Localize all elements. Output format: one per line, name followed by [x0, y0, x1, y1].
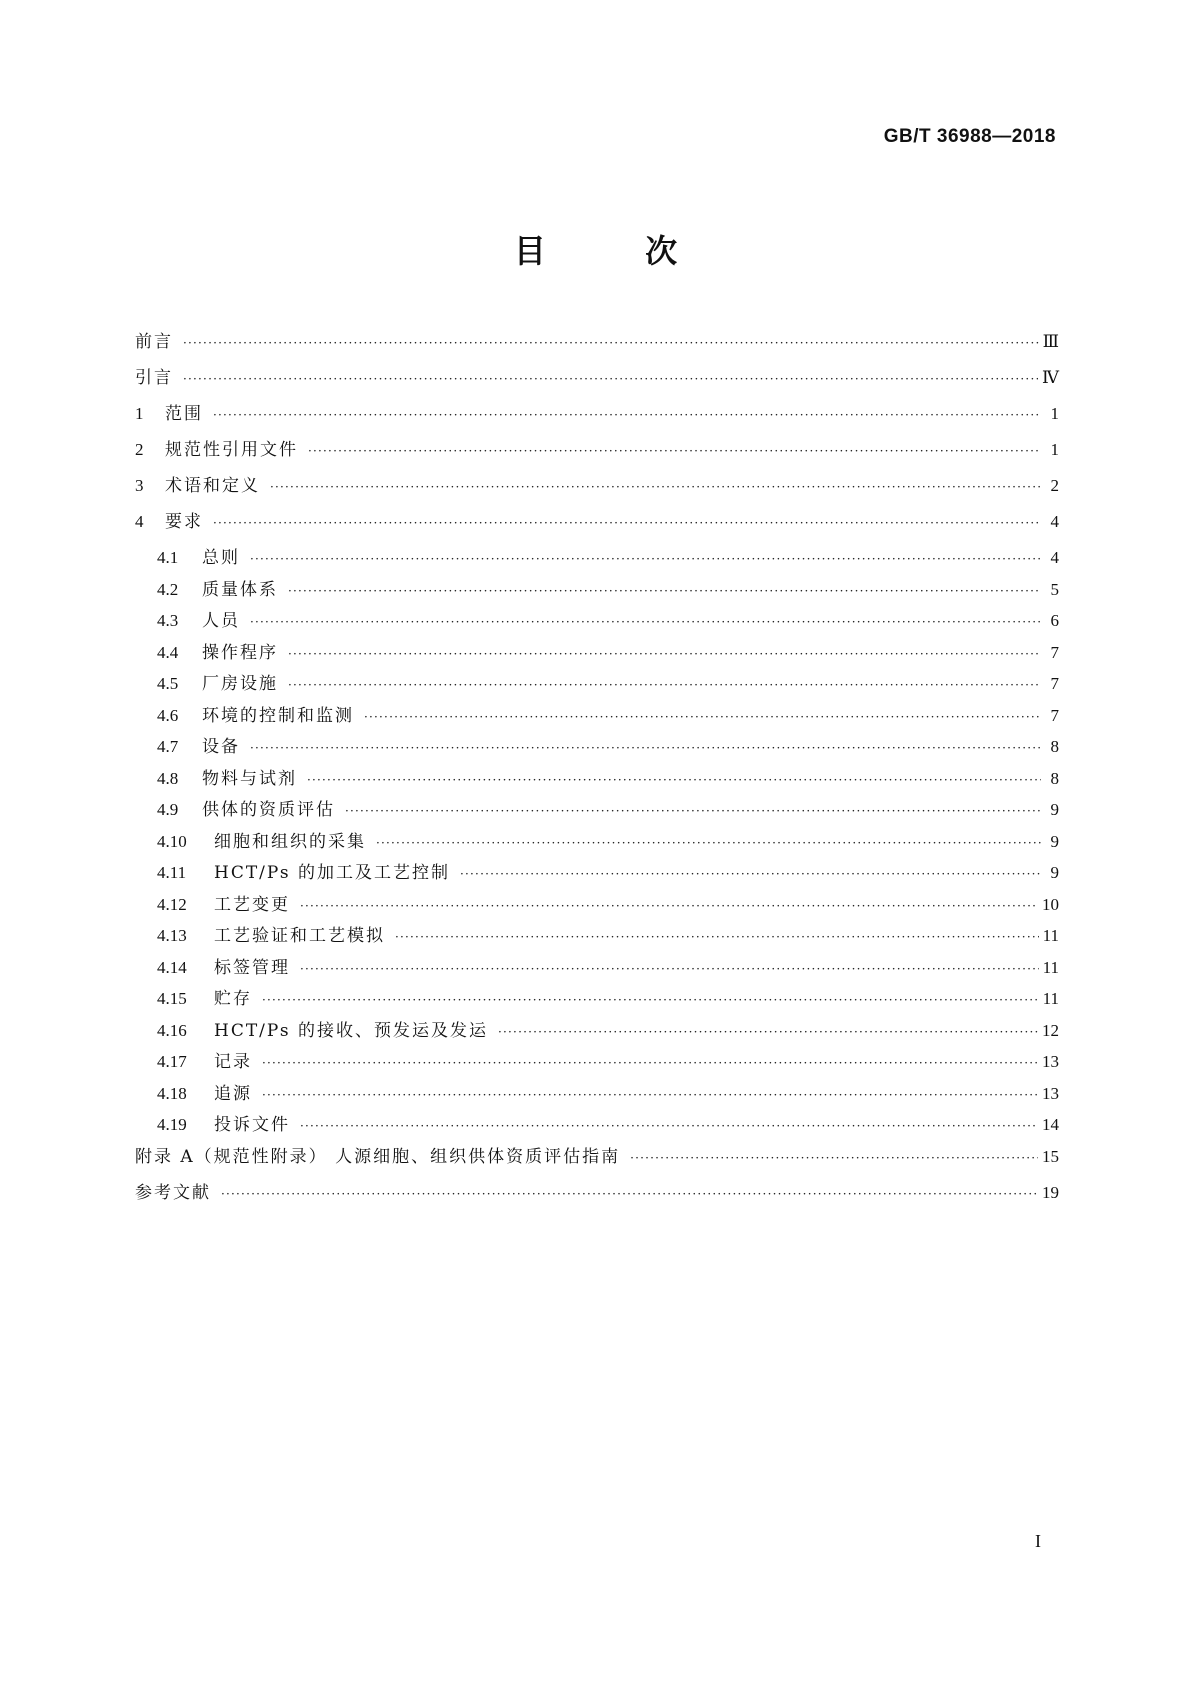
toc-entry-page: 12 — [1042, 1020, 1059, 1040]
toc-subentry[interactable] — [135, 543, 1059, 575]
toc-subentry[interactable] — [135, 606, 1059, 638]
toc-subentry[interactable] — [135, 1079, 1059, 1111]
toc-entry-title: 设备 — [202, 737, 240, 757]
toc-leader-dots — [183, 336, 1039, 350]
toc-entry-title: 供体的资质评估 — [202, 800, 335, 820]
toc-entry-page: 11 — [1042, 926, 1059, 945]
toc-leader-dots — [300, 899, 1038, 913]
toc-entry-number: 4.4 — [157, 642, 179, 662]
toc-entry-number: 1 — [135, 404, 144, 423]
toc-entry-number: 4.16 — [157, 1020, 187, 1040]
toc-entry[interactable] — [135, 327, 1059, 363]
toc-entry-title: 术语和定义 — [165, 476, 260, 496]
toc-entry-title: 范围 — [165, 404, 203, 424]
toc-entry-page: 13 — [1042, 1052, 1059, 1071]
toc-entry[interactable] — [135, 399, 1059, 435]
toc-entry-number: 4.14 — [157, 957, 187, 977]
toc-entry[interactable] — [135, 1178, 1059, 1214]
toc-entry-number: 3 — [135, 476, 144, 495]
toc-entry-page: 6 — [1050, 611, 1059, 630]
toc-leader-dots — [221, 1187, 1038, 1201]
toc-entry-page: 4 — [1050, 548, 1059, 567]
toc-subentry[interactable] — [135, 858, 1059, 890]
toc-entry-page: 15 — [1042, 1146, 1059, 1166]
toc-leader-dots — [498, 1025, 1038, 1039]
toc-leader-dots — [262, 993, 1039, 1007]
toc-entry-number: 4.18 — [157, 1083, 187, 1103]
toc-entry-title: 前言 — [135, 332, 173, 352]
toc-leader-dots — [250, 741, 1041, 755]
toc-entry-title: 附录 A（规范性附录） 人源细胞、组织供体资质评估指南 — [135, 1146, 621, 1167]
toc-entry[interactable] — [135, 363, 1059, 399]
toc-leader-dots — [307, 773, 1041, 787]
toc-entry-page: 19 — [1042, 1182, 1059, 1202]
toc-entry-title: 工艺验证和工艺模拟 — [214, 926, 385, 946]
toc-entry-title: 物料与试剂 — [202, 768, 297, 789]
toc-leader-dots — [308, 444, 1041, 458]
toc-subentry[interactable] — [135, 732, 1059, 764]
toc-subentry[interactable] — [135, 890, 1059, 922]
toc-entry-page: 2 — [1050, 476, 1059, 495]
toc-entry-title: 厂房设施 — [202, 674, 278, 694]
toc-entry-number: 4 — [135, 512, 144, 531]
toc-entry-number: 4.17 — [157, 1052, 187, 1071]
toc-entry[interactable] — [135, 507, 1059, 543]
toc-entry-page: 11 — [1042, 957, 1059, 977]
toc-entry-title: 质量体系 — [202, 579, 278, 600]
toc-entry-number: 4.13 — [157, 926, 187, 945]
toc-entry-page: 9 — [1050, 831, 1059, 851]
toc-entry[interactable] — [135, 435, 1059, 471]
toc-subentry[interactable] — [135, 1016, 1059, 1048]
toc-subentry[interactable] — [135, 953, 1059, 985]
toc-entry-page: Ⅲ — [1042, 332, 1059, 351]
toc-entry-page: 4 — [1050, 512, 1059, 531]
toc-entry-number: 4.1 — [157, 548, 179, 567]
toc-leader-dots — [345, 804, 1041, 818]
toc-entry-title: 人员 — [202, 611, 240, 631]
toc-entry-title: 追源 — [214, 1083, 252, 1104]
toc-subentry[interactable] — [135, 764, 1059, 796]
standard-number: GB/T 36988—2018 — [883, 126, 1056, 147]
toc-leader-dots — [183, 372, 1038, 386]
toc-entry-number: 4.8 — [157, 768, 179, 788]
toc-entry-title: HCT/Ps 的接收、预发运及发运 — [214, 1020, 489, 1041]
toc-entry-title: 贮存 — [214, 989, 252, 1009]
toc-entry-number: 4.2 — [157, 579, 179, 599]
page-number: I — [1035, 1531, 1041, 1551]
toc-subentry[interactable] — [135, 827, 1059, 859]
toc-leader-dots — [288, 647, 1041, 661]
toc-entry-page: 8 — [1050, 737, 1059, 756]
toc-entry-number: 4.11 — [157, 863, 187, 882]
toc-entry-title: HCT/Ps 的加工及工艺控制 — [214, 863, 451, 883]
toc-entry-page: 1 — [1050, 440, 1059, 459]
toc-leader-dots — [213, 408, 1041, 422]
toc-entry-number: 4.12 — [157, 894, 187, 914]
toc-entry-number: 4.19 — [157, 1115, 187, 1134]
toc-leader-dots — [630, 1151, 1038, 1165]
toc-entry-title: 标签管理 — [214, 957, 290, 978]
toc-leader-dots — [376, 836, 1041, 850]
toc-entry[interactable] — [135, 1142, 1059, 1178]
toc-entry-page: 5 — [1050, 579, 1059, 599]
toc-subentry[interactable] — [135, 701, 1059, 733]
table-of-contents — [135, 327, 1059, 1214]
toc-leader-dots — [250, 552, 1041, 566]
toc-subentry[interactable] — [135, 1110, 1059, 1142]
toc-entry-page: 13 — [1042, 1083, 1059, 1103]
toc-entry-title: 环境的控制和监测 — [202, 705, 354, 726]
toc-subentry[interactable] — [135, 1047, 1059, 1079]
toc-leader-dots — [300, 962, 1039, 976]
toc-entry-number: 4.15 — [157, 989, 187, 1008]
toc-entry-number: 4.5 — [157, 674, 179, 693]
toc-entry-title: 投诉文件 — [214, 1115, 290, 1135]
toc-entry-page: 8 — [1050, 768, 1059, 788]
toc-entry-title: 细胞和组织的采集 — [214, 831, 366, 852]
toc-leader-dots — [460, 867, 1041, 881]
toc-leader-dots — [364, 710, 1041, 724]
toc-leader-dots — [213, 516, 1041, 530]
toc-subentry[interactable] — [135, 984, 1059, 1016]
toc-leader-dots — [395, 930, 1039, 944]
toc-entry-page: 14 — [1042, 1115, 1059, 1134]
page-title: 目 次 — [513, 232, 722, 270]
toc-entry-page: 7 — [1050, 674, 1059, 693]
toc-entry-page: 9 — [1050, 863, 1059, 882]
toc-entry-title: 记录 — [214, 1052, 252, 1072]
toc-entry-number: 4.6 — [157, 705, 179, 725]
toc-entry-page: 9 — [1050, 800, 1059, 819]
toc-entry-title: 规范性引用文件 — [165, 440, 298, 460]
toc-entry-number: 4.3 — [157, 611, 179, 630]
toc-entry-title: 参考文献 — [135, 1182, 211, 1203]
toc-entry-number: 4.10 — [157, 831, 187, 851]
toc-entry-page: 7 — [1050, 705, 1059, 725]
toc-entry-title: 总则 — [202, 548, 240, 568]
toc-entry-number: 2 — [135, 440, 144, 459]
toc-entry-page: Ⅳ — [1042, 368, 1059, 387]
toc-entry-title: 要求 — [165, 512, 203, 532]
toc-entry-page: 10 — [1042, 894, 1059, 914]
toc-leader-dots — [250, 615, 1041, 629]
toc-entry-number: 4.9 — [157, 800, 179, 819]
toc-entry-title: 工艺变更 — [214, 894, 290, 915]
toc-entry-title: 操作程序 — [202, 642, 278, 663]
toc-subentry[interactable] — [135, 638, 1059, 670]
toc-subentry[interactable] — [135, 921, 1059, 953]
toc-entry-page: 1 — [1050, 404, 1059, 423]
toc-subentry[interactable] — [135, 795, 1059, 827]
toc-subentry[interactable] — [135, 575, 1059, 607]
toc-leader-dots — [300, 1119, 1038, 1133]
toc-entry-title: 引言 — [135, 368, 173, 388]
toc-subentry[interactable] — [135, 669, 1059, 701]
toc-entry[interactable] — [135, 471, 1059, 507]
toc-leader-dots — [262, 1088, 1038, 1102]
toc-leader-dots — [288, 678, 1041, 692]
toc-leader-dots — [262, 1056, 1038, 1070]
toc-entry-number: 4.7 — [157, 737, 179, 756]
toc-leader-dots — [270, 480, 1041, 494]
toc-entry-page: 11 — [1042, 989, 1059, 1008]
toc-entry-page: 7 — [1050, 642, 1059, 662]
toc-leader-dots — [288, 584, 1041, 598]
